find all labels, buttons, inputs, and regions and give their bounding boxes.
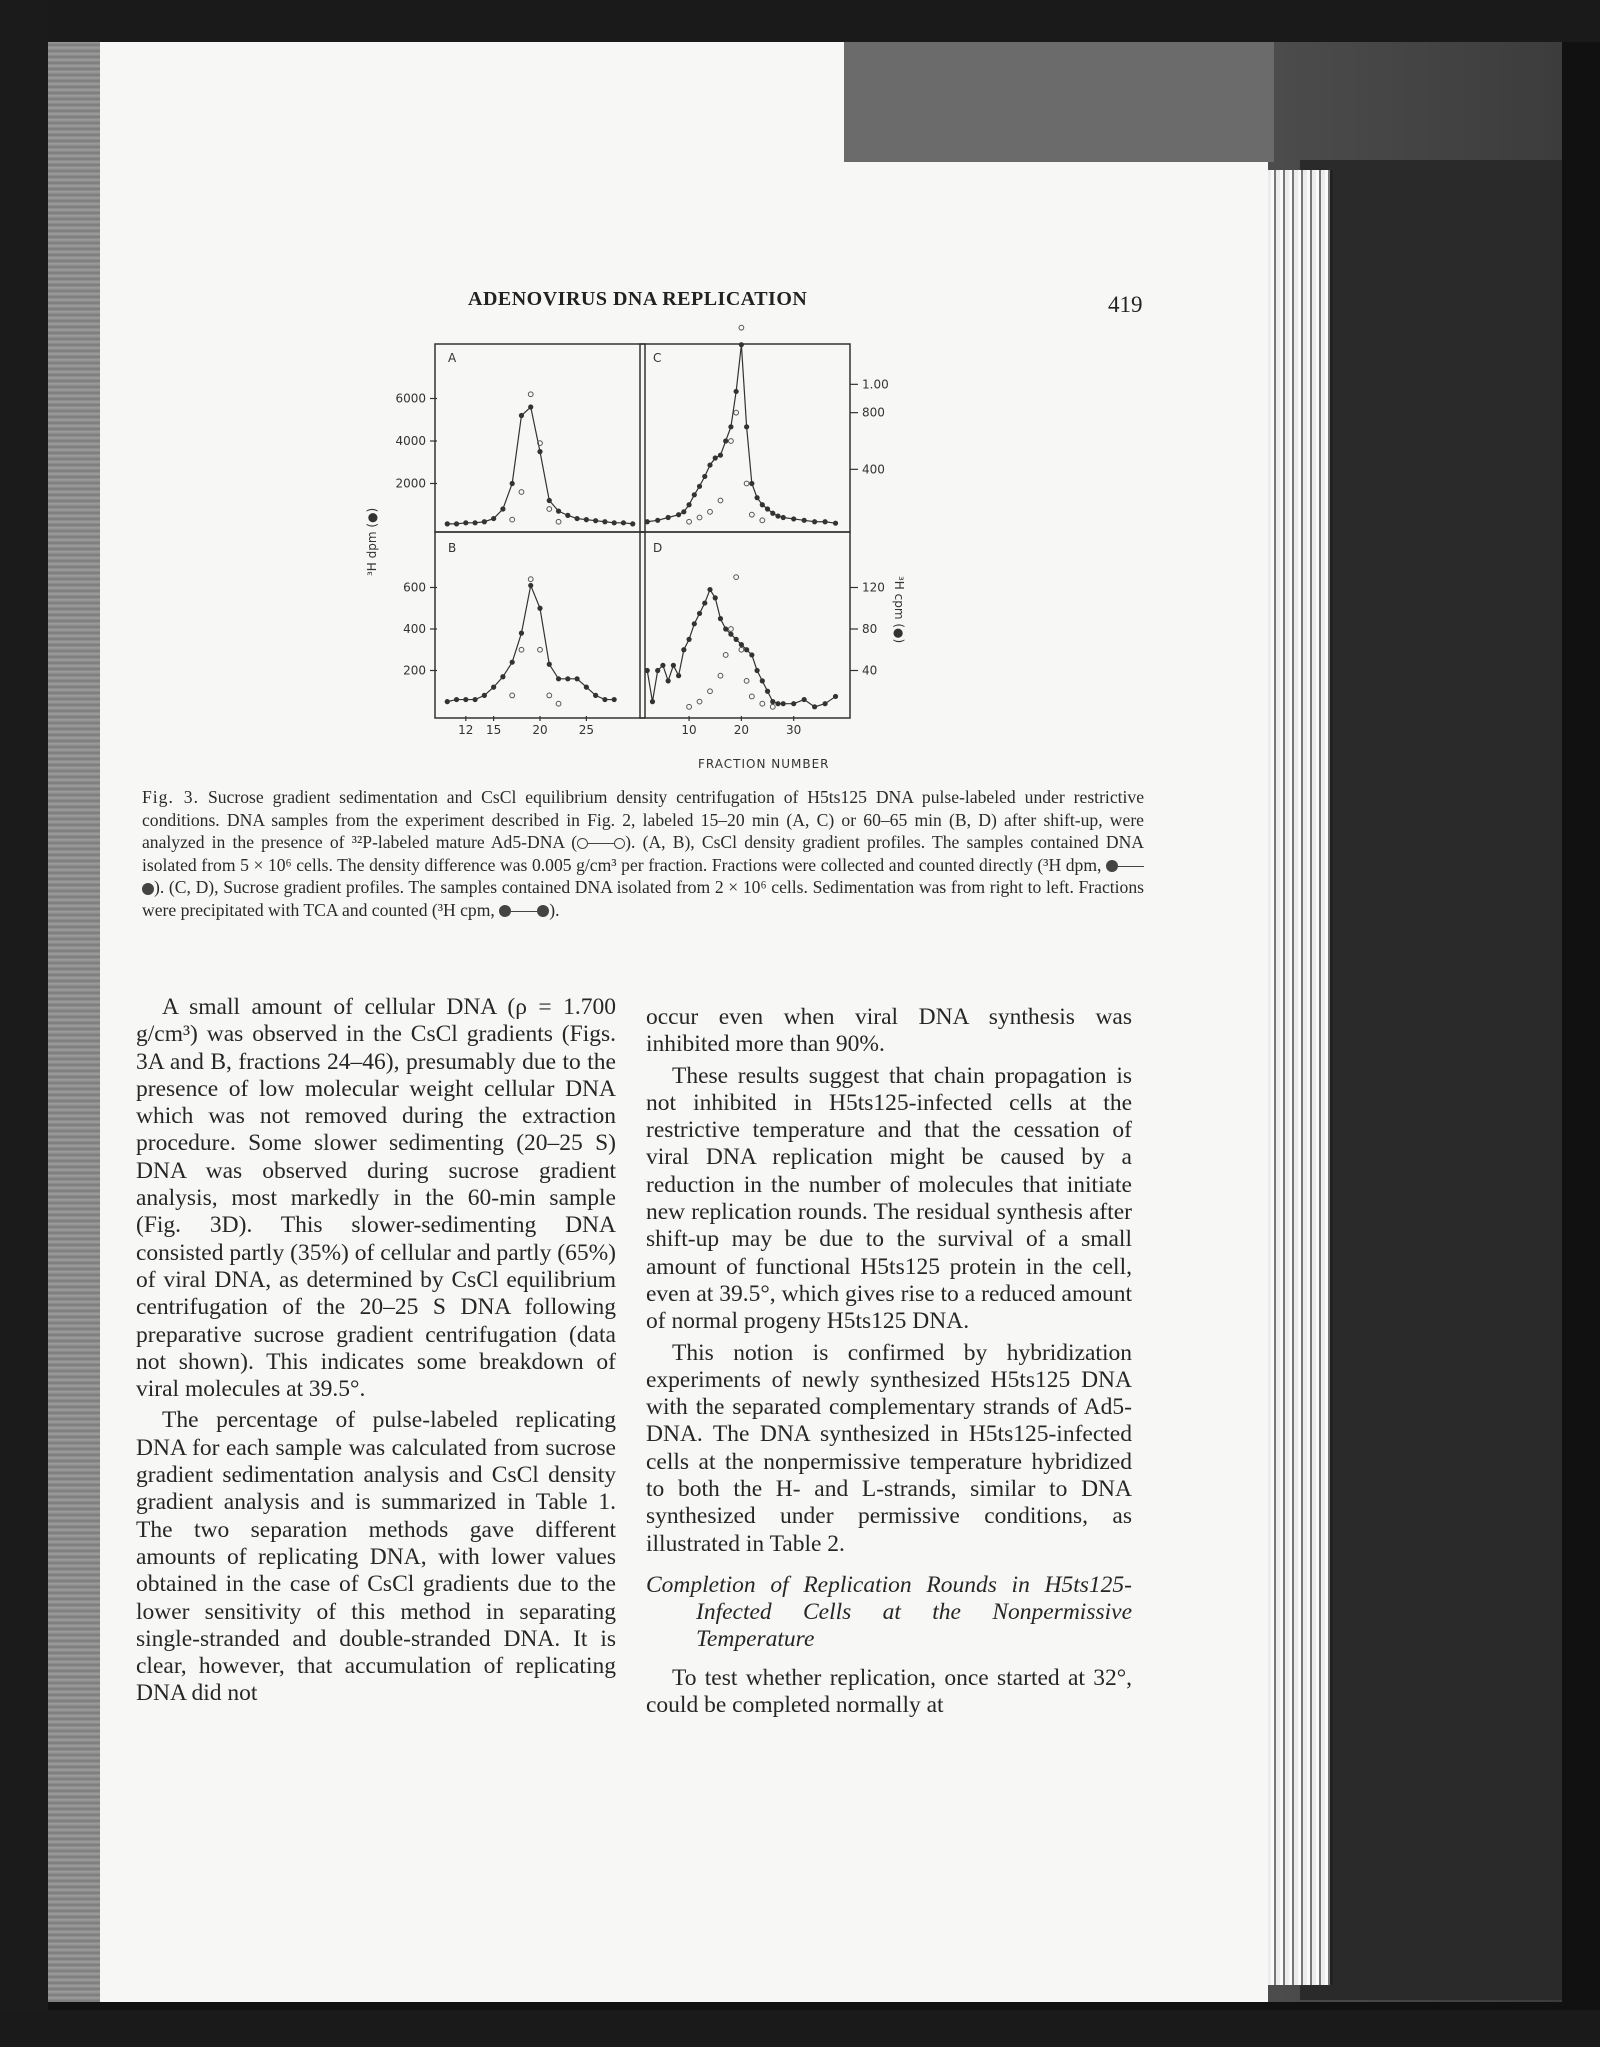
data-point-filled: [765, 689, 770, 694]
data-point-filled: [445, 699, 450, 704]
data-point-filled: [602, 519, 607, 524]
y-tick-label: 200: [403, 663, 426, 678]
data-point-filled: [491, 685, 496, 690]
figure-3-plot: [340, 336, 906, 776]
y-tick-label: 400: [862, 462, 885, 477]
data-point-filled: [718, 453, 723, 458]
caption-fig-label: Fig. 3.: [142, 787, 200, 807]
data-point-open: [556, 519, 561, 524]
data-point-open: [734, 410, 739, 415]
data-point-open: [760, 518, 765, 523]
data-point-filled: [775, 701, 780, 706]
caption-text-4: ).: [549, 899, 560, 920]
data-point-open: [708, 509, 713, 514]
data-point-filled: [612, 520, 617, 525]
data-point-filled: [666, 678, 671, 683]
data-point-filled: [713, 595, 718, 600]
data-point-filled: [584, 685, 589, 690]
data-point-open: [718, 498, 723, 503]
data-point-filled: [655, 668, 660, 673]
page-corner-shadow: [844, 42, 1274, 162]
data-point-filled: [770, 699, 775, 704]
data-point-filled: [760, 678, 765, 683]
data-point-filled: [660, 663, 665, 668]
data-point-filled: [728, 424, 733, 429]
data-point-filled: [574, 516, 579, 521]
data-point-open: [749, 694, 754, 699]
data-point-open: [739, 647, 744, 652]
data-point-filled: [739, 642, 744, 647]
data-point-filled: [676, 673, 681, 678]
data-point-filled: [728, 632, 733, 637]
data-point-filled: [454, 697, 459, 702]
data-point-filled: [791, 701, 796, 706]
data-point-filled: [749, 481, 754, 486]
data-point-filled: [723, 626, 728, 631]
data-point-filled: [781, 701, 786, 706]
data-point-filled: [697, 611, 702, 616]
y-tick-label: 40: [862, 663, 878, 678]
left-axis-label: ³H dpm (●): [365, 507, 379, 576]
page-number: 419: [1108, 292, 1143, 317]
paragraph: occur even when viral DNA synthesis was inhibited more than 90%.: [646, 1004, 1132, 1058]
data-point-filled: [744, 647, 749, 652]
caption-text-2: ). (A, B), CsCl density gradient profiles. The samples contained DNA isolated from 5 × 10⁶ cells. The density difference was 0.005 g/cm³ per fraction. Fractions were collected and counted directly (³H dpm,: [142, 832, 1144, 875]
data-point-filled: [770, 511, 775, 516]
right-column: [646, 1004, 1132, 1720]
left-column: [136, 994, 616, 1708]
data-point-filled: [491, 516, 496, 521]
data-point-filled: [833, 694, 838, 699]
data-point-filled: [734, 389, 739, 394]
data-point-filled: [707, 587, 712, 592]
data-point-filled: [734, 637, 739, 642]
data-point-filled: [510, 660, 515, 665]
data-point-filled: [472, 697, 477, 702]
data-point-filled: [655, 518, 660, 523]
data-point-filled: [500, 506, 505, 511]
panel-b-frame: [435, 532, 645, 718]
y-tick-label: 2000: [395, 476, 426, 491]
data-point-filled: [718, 616, 723, 621]
data-point-filled: [723, 438, 728, 443]
line-symbol: [511, 911, 537, 912]
data-point-filled: [739, 342, 744, 347]
y-tick-label: 120: [862, 580, 885, 595]
paragraph: These results suggest that chain propagation is not inhibited in H5ts125-infected cells at the restrictive temperature and that the cessation of viral DNA replication might be caused by a reduction in the number of molecules that initiate new replication rounds. The residual synthesis after shift-up may be due to the survival of a small amount of functional H5ts125 protein in the cell, even at 39.5°, which gives rise to a reduced amount of normal progeny H5ts125 DNA.: [646, 1062, 1132, 1335]
data-point-open: [510, 693, 515, 698]
data-point-open: [729, 627, 734, 632]
data-point-open: [547, 507, 552, 512]
data-point-filled: [822, 519, 827, 524]
data-point-filled: [760, 502, 765, 507]
right-axis-label: ³H cpm (●): [892, 576, 906, 644]
data-point-filled: [707, 462, 712, 467]
data-point-filled: [749, 652, 754, 657]
figure-caption: [142, 786, 1144, 921]
panel-c-frame: [640, 344, 850, 532]
data-point-filled: [812, 519, 817, 524]
data-point-filled: [791, 516, 796, 521]
book-shadow: [1300, 160, 1562, 2000]
open-circle-symbol: [577, 838, 588, 849]
data-point-filled: [612, 697, 617, 702]
data-point-filled: [812, 704, 817, 709]
data-point-filled: [681, 647, 686, 652]
data-point-filled: [681, 509, 686, 514]
data-point-filled: [565, 513, 570, 518]
data-point-filled: [775, 513, 780, 518]
data-point-filled: [593, 693, 598, 698]
data-point-filled: [686, 637, 691, 642]
panel-label-a: A: [448, 351, 457, 365]
data-point-filled: [621, 520, 626, 525]
filled-circle-symbol: [1106, 860, 1118, 872]
data-point-open: [528, 577, 533, 582]
data-point-filled: [537, 606, 542, 611]
data-point-filled: [574, 676, 579, 681]
data-point-open: [687, 704, 692, 709]
data-point-filled: [565, 676, 570, 681]
data-point-open: [760, 701, 765, 706]
x-tick-label: 25: [578, 723, 595, 737]
scan-frame-top: [0, 0, 1600, 42]
caption-text-3: ). (C, D), Sucrose gradient profiles. The samples contained DNA isolated from 2 × 10⁶ cells. Sedimentation was from right to left. Fractions were precipitated with TCA and counted (³H cpm,: [142, 877, 1144, 920]
data-point-filled: [744, 424, 749, 429]
y-tick-label: 400: [403, 622, 426, 636]
data-point-filled: [692, 621, 697, 626]
data-point-open: [770, 704, 775, 709]
data-point-filled: [528, 404, 533, 409]
section-subheading: Completion of Replication Rounds in H5ts125-Infected Cells at the Nonpermissive Temperature: [646, 1571, 1132, 1652]
data-point-open: [519, 647, 524, 652]
data-point-filled: [645, 668, 650, 673]
panel-label-b: B: [448, 541, 457, 555]
data-point-filled: [676, 512, 681, 517]
data-point-filled: [713, 455, 718, 460]
scan-frame-bottom: [0, 2010, 1600, 2047]
data-point-open: [510, 517, 515, 522]
paragraph: A small amount of cellular DNA (ρ = 1.700 g/cm³) was observed in the CsCl gradients (Figs. 3A and B, fractions 24–46), presumably due to the presence of low molecular weight cellular DNA which was not removed during the extraction procedure. Some slower sedimenting (20–25 S) DNA was observed during sucrose gradient analysis, most markedly in the 60-min sample (Fig. 3D). This slower-sedimenting DNA consisted partly (35%) of cellular and partly (65%) of viral DNA, as determined by CsCl equilibrium centrifugation of the 20–25 S DNA following preparative sucrose gradient centrifugation (data not shown). This indicates some breakdown of viral molecules at 39.5°.: [136, 994, 616, 1403]
data-point-filled: [686, 502, 691, 507]
scan-frame-left: [0, 0, 48, 2047]
data-point-open: [519, 490, 524, 495]
line-symbol: [1118, 866, 1144, 867]
x-axis-title: FRACTION NUMBER: [698, 757, 830, 771]
data-point-filled: [781, 515, 786, 520]
x-tick-label: 10: [681, 723, 697, 737]
data-point-filled: [463, 520, 468, 525]
panel-label-c: C: [653, 351, 662, 365]
x-tick-label: 12: [458, 723, 474, 737]
data-point-filled: [519, 413, 524, 418]
data-point-filled: [692, 492, 697, 497]
running-head: ADENOVIRUS DNA REPLICATION: [468, 288, 808, 310]
figure-3: [340, 336, 906, 776]
data-point-filled: [702, 474, 707, 479]
data-point-filled: [754, 495, 759, 500]
data-point-filled: [500, 674, 505, 679]
data-point-filled: [593, 518, 598, 523]
y-tick-label: 800: [862, 405, 885, 420]
data-point-open: [744, 678, 749, 683]
data-point-open: [547, 693, 552, 698]
data-point-open: [718, 673, 723, 678]
data-point-open: [749, 512, 754, 517]
y-tick-label: 600: [403, 580, 426, 595]
x-tick-label: 20: [532, 723, 548, 737]
scan-edge-stripe: [48, 42, 100, 2002]
open-circle-symbol: [614, 838, 625, 849]
data-point-filled: [510, 481, 515, 486]
data-point-open: [538, 647, 543, 652]
data-point-filled: [666, 515, 671, 520]
data-point-filled: [482, 693, 487, 698]
y-tick-label: 4000: [395, 434, 426, 448]
data-point-open: [744, 481, 749, 486]
data-point-open: [687, 519, 692, 524]
line-symbol: [588, 843, 614, 844]
panel-d-frame: [640, 532, 850, 718]
data-point-filled: [556, 509, 561, 514]
data-point-filled: [463, 697, 468, 702]
data-point-filled: [602, 697, 607, 702]
panel-a-frame: [435, 344, 645, 532]
data-point-filled: [754, 668, 759, 673]
series-line-filled: [647, 345, 835, 524]
data-point-filled: [671, 663, 676, 668]
panel-label-d: D: [653, 541, 663, 555]
series-line-filled: [447, 585, 614, 701]
data-point-open: [528, 392, 533, 397]
x-tick-label: 20: [733, 723, 750, 737]
data-point-filled: [802, 697, 807, 702]
data-point-filled: [765, 506, 770, 511]
data-point-filled: [519, 631, 524, 636]
paragraph: This notion is confirmed by hybridization experiments of newly synthesized H5ts125 DNA with the separated complementary strands of Ad5-DNA. The DNA synthesized in H5ts125-infected cells at the nonpermissive temperature hybridized to both the H- and L-strands, similar to DNA synthesized under permissive conditions, as illustrated in Table 2.: [646, 1339, 1132, 1557]
data-point-filled: [482, 519, 487, 524]
data-point-filled: [537, 449, 542, 454]
series-line-filled: [447, 407, 632, 524]
x-tick-label: 30: [786, 723, 802, 737]
filled-circle-symbol: [537, 905, 549, 917]
data-point-filled: [547, 662, 552, 667]
filled-circle-symbol: [499, 905, 511, 917]
data-point-filled: [822, 701, 827, 706]
series-line-filled: [647, 590, 835, 707]
data-point-filled: [528, 583, 533, 588]
paragraph: The percentage of pulse-labeled replicating DNA for each sample was calculated from sucrose gradient sedimentation analysis and CsCl density gradient analysis and is summarized in Table 1. The two separation methods gave different amounts of replicating DNA, with lower values obtained in the case of CsCl gradients due to the lower sensitivity of this method in separating single-stranded and double-stranded DNA. It is clear, however, that accumulation of replicating DNA did not: [136, 1407, 616, 1707]
data-point-filled: [472, 520, 477, 525]
data-point-filled: [697, 484, 702, 489]
data-point-open: [729, 439, 734, 444]
caption-text-1: Sucrose gradient sedimentation and CsCl equilibrium density centrifugation of H5ts125 DNA pulse-labeled under restrictive conditions. DNA samples from the experiment described in Fig. 2, labeled 15–20 min (A, C) or 60–65 min (B, D) after shift-up, were analyzed in the presence of ³²P-labeled mature Ad5-DNA (: [142, 787, 1145, 852]
y-tick-label: 6000: [395, 391, 426, 406]
data-point-open: [697, 699, 702, 704]
data-point-filled: [445, 521, 450, 526]
data-point-open: [723, 653, 728, 658]
data-point-open: [734, 575, 739, 580]
data-point-filled: [630, 521, 635, 526]
data-point-filled: [702, 600, 707, 605]
data-point-filled: [802, 518, 807, 523]
filled-circle-symbol: [142, 883, 154, 895]
y-tick-label: 1.00: [862, 377, 889, 392]
data-point-open: [556, 701, 561, 706]
data-point-open: [697, 515, 702, 520]
data-point-filled: [547, 498, 552, 503]
data-point-filled: [833, 521, 838, 526]
paragraph: To test whether replication, once started at 32°, could be completed normally at: [646, 1664, 1132, 1719]
y-tick-label: 80: [862, 622, 878, 636]
data-point-filled: [645, 519, 650, 524]
data-point-open: [708, 689, 713, 694]
data-point-filled: [454, 521, 459, 526]
data-point-filled: [584, 517, 589, 522]
data-point-filled: [556, 676, 561, 681]
page-stack-edges: [1262, 170, 1333, 1985]
data-point-filled: [650, 699, 655, 704]
x-tick-label: 15: [485, 723, 502, 737]
